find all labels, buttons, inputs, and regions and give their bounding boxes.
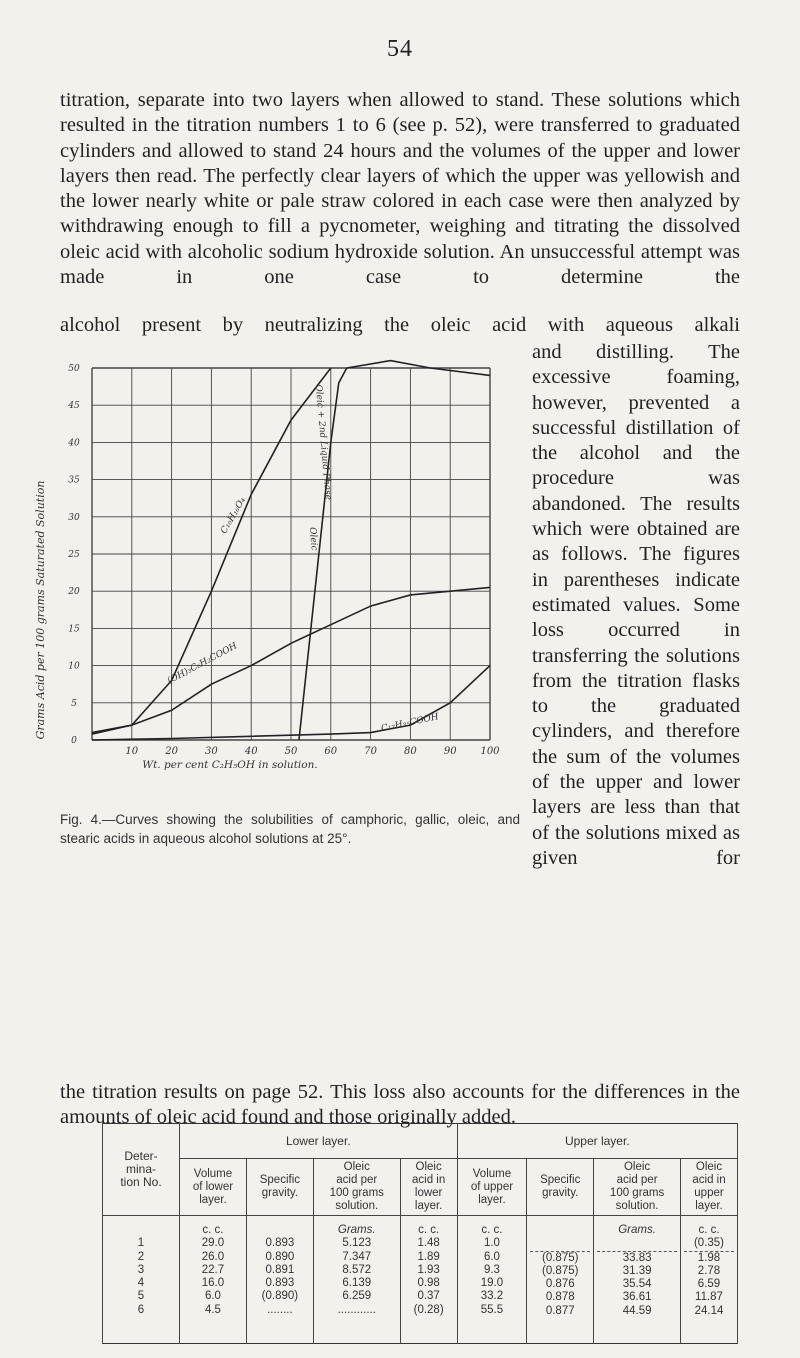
data-cell: 11.87 bbox=[695, 1291, 723, 1304]
data-cell: 1.93 bbox=[417, 1263, 440, 1276]
unit-label: c. c. bbox=[202, 1224, 224, 1236]
data-column bbox=[313, 1216, 400, 1344]
paragraph-side: and distilling. The excessive foaming, however, prevented a successful distillation of the alcohol and the procedure was abandoned. The results which were obtained are as follows. The figures in parentheses indicate estimated values. Some loss occurred in transferring the solutions from the titration flasks to the graduated cylinders, and therefore the sum of the volumes of the upper and lower layers are less than that of the solutions mixed as given for bbox=[532, 341, 740, 869]
x-tick-label: 20 bbox=[165, 746, 178, 757]
y-tick-label: 45 bbox=[68, 401, 80, 412]
curve-label: C₁₀H₁₆O₄ bbox=[219, 495, 248, 536]
data-cell: 0.893 bbox=[265, 1237, 295, 1250]
x-tick-label: 50 bbox=[284, 746, 298, 757]
chart-curve-labels bbox=[166, 384, 440, 734]
column-header: Oleic acid in lower layer. bbox=[400, 1159, 457, 1216]
data-cell: 0.37 bbox=[417, 1290, 440, 1303]
data-cell: 7.347 bbox=[342, 1250, 372, 1263]
det-number: 5 bbox=[137, 1290, 145, 1303]
data-cell: 4.5 bbox=[204, 1303, 221, 1316]
y-tick-label: 40 bbox=[68, 438, 80, 449]
data-cell: 22.7 bbox=[201, 1263, 225, 1276]
unit-label: c. c. bbox=[698, 1224, 720, 1236]
data-cell: 1.48 bbox=[417, 1237, 440, 1250]
data-cell: 33.2 bbox=[480, 1290, 504, 1303]
data-column bbox=[246, 1216, 313, 1344]
data-cell: 6.59 bbox=[697, 1278, 721, 1291]
data-cell: 0.877 bbox=[545, 1304, 575, 1317]
data-cell: 44.59 bbox=[622, 1304, 652, 1317]
column-header: Oleic acid per 100 grams solution. bbox=[313, 1159, 400, 1216]
data-cell: 1.89 bbox=[417, 1250, 440, 1263]
page-number: 54 bbox=[387, 36, 413, 62]
data-cell: 1.98 bbox=[684, 1251, 734, 1265]
data-cell: 0.98 bbox=[417, 1277, 440, 1290]
column-header: Volume of lower layer. bbox=[180, 1159, 247, 1216]
x-tick-label: 40 bbox=[244, 746, 258, 757]
data-cell: 26.0 bbox=[201, 1250, 225, 1263]
column-header: Specific gravity. bbox=[527, 1159, 594, 1216]
det-number: 6 bbox=[137, 1303, 145, 1316]
x-tick-label: 100 bbox=[480, 746, 500, 757]
figure bbox=[30, 350, 510, 790]
unit-label: c. c. bbox=[481, 1224, 503, 1236]
det-number: 2 bbox=[137, 1250, 145, 1263]
data-cell: 6.139 bbox=[342, 1277, 372, 1290]
curve-label: Oleic + 2nd Liquid Phase bbox=[312, 384, 333, 501]
data-column bbox=[527, 1216, 594, 1344]
data-column bbox=[180, 1216, 247, 1344]
y-tick-label: 10 bbox=[68, 661, 80, 672]
chart-grid bbox=[92, 368, 490, 740]
data-cell: 6.259 bbox=[342, 1290, 372, 1303]
data-cell bbox=[530, 1237, 590, 1250]
data-cell: (0.875) bbox=[542, 1264, 579, 1277]
unit-label: c. c. bbox=[418, 1224, 440, 1236]
data-column bbox=[594, 1216, 681, 1344]
data-cell: 24.14 bbox=[694, 1304, 724, 1317]
data-cell: (0.890) bbox=[261, 1290, 299, 1303]
data-cell: 5.123 bbox=[342, 1237, 372, 1250]
column-header: Oleic acid in upper layer. bbox=[681, 1159, 738, 1216]
data-cell: 55.5 bbox=[480, 1303, 504, 1316]
y-tick-label: 25 bbox=[68, 550, 80, 560]
lower-layer-header: Lower layer. bbox=[180, 1124, 458, 1159]
data-cell: 33.83 bbox=[597, 1251, 677, 1265]
y-tick-label: 30 bbox=[68, 512, 80, 523]
data-cell: 31.39 bbox=[622, 1264, 652, 1277]
x-tick-label: 90 bbox=[443, 746, 457, 757]
data-cell: 0.891 bbox=[265, 1263, 295, 1276]
y-tick-label: 50 bbox=[68, 364, 80, 374]
data-cell: 29.0 bbox=[201, 1237, 225, 1250]
data-cell: 16.0 bbox=[201, 1277, 225, 1290]
data-cell: 35.54 bbox=[622, 1278, 652, 1291]
data-cell: 0.876 bbox=[545, 1278, 575, 1291]
column-header: Specific gravity. bbox=[246, 1159, 313, 1216]
data-column bbox=[681, 1216, 738, 1344]
det-header: Deter- mina- tion No. bbox=[103, 1124, 180, 1216]
det-number: 1 bbox=[137, 1237, 145, 1250]
data-cell: 0.878 bbox=[545, 1291, 575, 1304]
y-axis-label: Grams Acid per 100 grams Saturated Solution bbox=[34, 480, 47, 740]
x-tick-label: 30 bbox=[205, 746, 218, 757]
data-cell bbox=[597, 1237, 677, 1250]
paragraph-top-last-line: alcohol present by neutralizing the oleic acid with aqueous alkali bbox=[60, 314, 740, 336]
x-tick-label: 70 bbox=[364, 746, 377, 757]
y-tick-label: 20 bbox=[68, 587, 80, 598]
y-tick-label: 35 bbox=[68, 475, 80, 486]
data-cell: 6.0 bbox=[204, 1290, 221, 1303]
curve-label: C₁₇H₃₅COOH bbox=[380, 712, 440, 735]
data-cell: (0.875) bbox=[530, 1251, 590, 1265]
paragraph-top: titration, separate into two layers when allowed to stand. These solutions which resulted in the titration numbers 1 to 6 (see p. 52), were transferred to graduated cylinders and allowed to stand 24 hours and the volumes of the upper and lower layers then read. The perfectly clear layers of which the upper was yellowish and the lower nearly white or pale straw colored in each case were then analyzed by withdrawing enough to fill a pycnometer, weighing and titrating the dissolved oleic acid with alcoholic sodium hydroxide solution. An unsuccessful attempt was made in one case to determine the bbox=[60, 89, 740, 289]
x-axis-label: Wt. per cent C₂H₅OH in solution. bbox=[142, 759, 318, 771]
data-cell: 8.572 bbox=[342, 1263, 372, 1276]
results-table bbox=[102, 1123, 738, 1344]
curve-label: Oleic bbox=[306, 526, 319, 552]
data-cell: 36.61 bbox=[622, 1291, 652, 1304]
data-cell: (0.28) bbox=[413, 1303, 444, 1316]
x-tick-label: 10 bbox=[125, 746, 139, 757]
data-column bbox=[457, 1216, 527, 1344]
data-cell: ........ bbox=[267, 1303, 293, 1316]
y-tick-label: 15 bbox=[68, 624, 80, 635]
solubility-chart bbox=[30, 350, 510, 790]
column-header: Oleic acid per 100 grams solution. bbox=[594, 1159, 681, 1216]
data-cell: 0.893 bbox=[265, 1277, 295, 1290]
unit-label: Grams. bbox=[337, 1224, 376, 1236]
x-tick-label: 80 bbox=[404, 746, 417, 757]
column-header: Volume of upper layer. bbox=[457, 1159, 527, 1216]
upper-layer-header: Upper layer. bbox=[457, 1124, 737, 1159]
figure-caption: Fig. 4.—Curves showing the solubilities of camphoric, gallic, oleic, and stearic acids in aqueous alcohol solutions at 25°. bbox=[60, 812, 520, 846]
data-cell: 2.78 bbox=[697, 1264, 721, 1277]
data-cell: 1.0 bbox=[483, 1237, 500, 1250]
data-column bbox=[400, 1216, 457, 1344]
data-cell: 19.0 bbox=[480, 1277, 504, 1290]
data-cell: 9.3 bbox=[483, 1263, 500, 1276]
unit-label bbox=[250, 1224, 310, 1237]
paragraph-bottom: the titration results on page 52. This loss also accounts for the differences in the amounts of oleic acid found and those originally added. bbox=[60, 1081, 740, 1129]
unit-label: Grams. bbox=[618, 1224, 656, 1236]
unit-label bbox=[530, 1224, 590, 1237]
x-tick-label: 60 bbox=[324, 746, 338, 757]
det-number-cell bbox=[103, 1216, 180, 1344]
y-tick-label: 5 bbox=[71, 698, 77, 709]
data-cell: 6.0 bbox=[483, 1250, 500, 1263]
det-number: 3 bbox=[137, 1263, 145, 1276]
data-cell: (0.35) bbox=[693, 1237, 725, 1250]
det-number: 4 bbox=[137, 1277, 145, 1290]
curve-label: (OH)₃C₆H₂COOH bbox=[166, 641, 239, 687]
data-cell: ............ bbox=[337, 1303, 376, 1316]
y-tick-label: 0 bbox=[71, 736, 77, 746]
data-cell: 0.890 bbox=[265, 1250, 295, 1263]
